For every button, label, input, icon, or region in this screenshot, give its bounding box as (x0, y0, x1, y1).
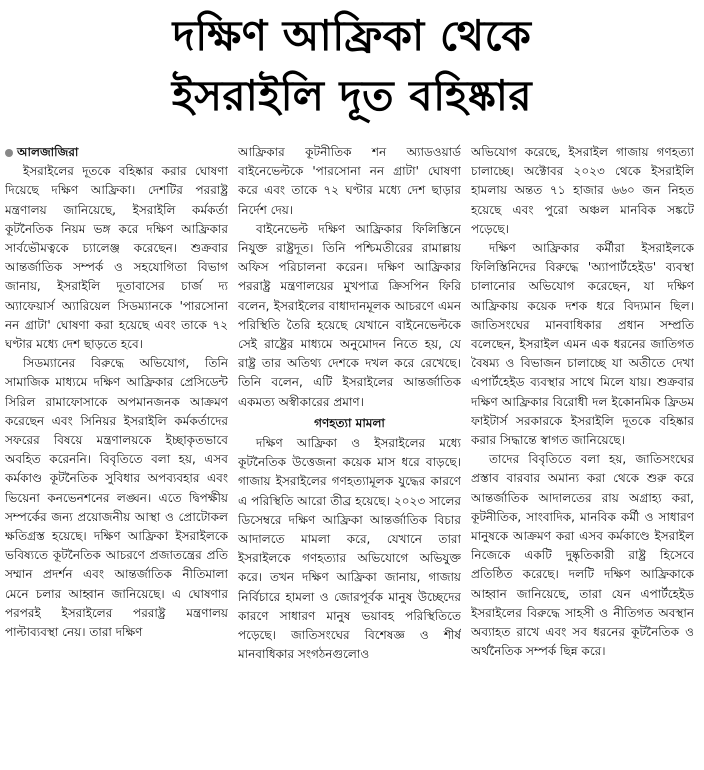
paragraph: তাদের বিবৃতিতে বলা হয়, জাতিসংঘের প্রস্তাব বারবার অমান্য করা থেকে শুরু করে আন্তর্জাতিক আদালতের রায় অগ্রাহ্য করা, কূটনীতিক, সাংবাদিক, মানবিক কর্মী ও সাধারণ মানুষকে আক্রমণ করা এসব কর্মকাণ্ডে ইসরাইল নিজেকে একটি দুষ্কৃতিকারী রাষ্ট্র হিসেবে প্রতিষ্ঠিত করেছে। দলটি দক্ষিণ আফ্রিকাকে আহ্বান জানিয়েছে, তারা যেন এপার্টহেইড ইসরাইলের বিরুদ্ধে সাহসী ও নীতিগত অবস্থান অব্যাহত রাখে এবং সব ধরনের কূটনৈতিক ও অর্থনৈতিক সম্পর্ক ছিন্ন করে। (471, 452, 694, 659)
paragraph: বাইনেভেল্ট দক্ষিণ আফ্রিকার ফিলিস্তিনে নিযুক্ত রাষ্ট্রদূত। তিনি পশ্চিমতীরের রামাল্লায় অফিস পরিচালনা করেন। দক্ষিণ আফ্রিকার পররাষ্ট্র মন্ত্রণালয়ের মুখপাত্র ক্রিসপিন ফিরি বলেন, ইসরাইলের বাধাদানমূলক আচরণে এমন পরিস্থিতি তৈরি হয়েছে যেখানে বাইনেভেল্টকে সেই রাষ্ট্রের মাধ্যমে অনুমোদন নিতে হয়, যে রাষ্ট্র তার অতিথ্য দেশকে দখল করে রেখেছে। তিনি বলেন, এটি ইসরাইলের আন্তর্জাতিক একমত্য অস্বীকারের প্রমাণ। (238, 221, 461, 409)
paragraph: দক্ষিণ আফ্রিকা ও ইসরাইলের মধ্যে কূটনৈতিক উত্তেজনা কয়েক মাস ধরে বাড়ছে। গাজায় ইসরাইলের গণহত্যামূলক যুদ্ধের কারণে এ পরিস্থিতি আরো তীব্র হয়েছে। ২০২৩ সালের ডিসেম্বরে দক্ষিণ আফ্রিকা আন্তর্জাতিক বিচার আদালতে মামলা করে, যেখানে তারা ইসরাইলকে গণহত্যার অভিযোগে অভিযুক্ত করে। তখন দক্ষিণ আফ্রিকা জানায়, গাজায় নির্বিচারে হামলা ও জোরপূর্বক মানুষ উচ্ছেদের কারণে সাধারণ মানুষ ভয়াবহ পরিস্থিতিতে পড়েছে। জাতিসংঘের বিশেষজ্ঞ ও শীর্ষ মানবাধিকার সংগঠনগুলোও (238, 436, 461, 662)
article-body (5, 143, 695, 765)
paragraph: অভিযোগ করেছে, ইসরাইল গাজায় গণহত্যা চালাচ্ছে। অক্টোবর ২০২৩ থেকে ইসরাইলি হামলায় অন্তত ৭১ হাজার ৬৬০ জন নিহত হয়েছে এবং পুরো অঞ্চল মানবিক সঙ্কটে পড়েছে। (471, 145, 694, 236)
paragraph: সিডম্যানের বিরুদ্ধে অভিযোগ, তিনি সামাজিক মাধ্যমে দক্ষিণ আফ্রিকার প্রেসিডেন্ট সিরিল রামাফোসাকে অপমানজনক আক্রমণ করেছেন এবং সিনিয়র ইসরাইলি কর্মকর্তাদের সফরের বিষয়ে মন্ত্রণালয়কে ইচ্ছাকৃতভাবে অবহিত করেননি। বিবৃতিতে বলা হয়, এসব কর্মকাণ্ড কূটনৈতিক সুবিধার অপব্যবহার এবং ভিয়েনা কনভেনশনের লঙ্ঘন। এতে দ্বিপক্ষীয় সম্পর্কের জন্য প্রয়োজনীয় আস্থা ও প্রোটোকল ক্ষতিগ্রস্ত হয়েছে। দক্ষিণ আফ্রিকা ইসরাইলকে ভবিষ্যতে কূটনৈতিক আচরণে প্রজাতন্ত্রের প্রতি সম্মান প্রদর্শন এবং আন্তর্জাতিক নীতিমালা মেনে চলার আহ্বান জানিয়েছে। এ ঘোষণার পরপরই ইসরাইলের পররাষ্ট্র মন্ত্রণালয় পাল্টাব্যবস্থা নেয়। তারা দক্ষিণ (5, 356, 228, 640)
bullet-icon (5, 149, 13, 157)
column-3 (471, 143, 694, 765)
headline-line-1: দক্ষিণ আফ্রিকা থেকে (172, 11, 532, 60)
column-1 (5, 143, 228, 765)
column-2 (238, 143, 461, 765)
paragraph: ইসরাইলের দূতকে বহিষ্কার করার ঘোষণা দিয়েছে দক্ষিণ আফ্রিকা। দেশটির পররাষ্ট্র মন্ত্রণালয় জানিয়েছে, ইসরাইলি কর্মকর্তা কূটনৈতিক নিয়ম ভঙ্গ করে দক্ষিণ আফ্রিকার সার্বভৌমত্বকে চ্যালেঞ্জ করেছেন। শুক্রবার আন্তর্জাতিক সম্পর্ক ও সহযোগিতা বিভাগ জানায়, ইসরাইলি দূতাবাসের চার্জ দ্য অ্যাফেয়ার্স অ্যারিয়েল সিডম্যানকে 'পারসোনা নন গ্রাটা' ঘোষণা করা হয়েছে এবং তাকে ৭২ ঘণ্টার মধ্যে দেশ ছাড়তে হবে। (5, 164, 228, 352)
headline (0, 6, 704, 126)
headline-line-2: ইসরাইলি দূত বহিষ্কার (171, 71, 533, 120)
subheading: গণহত্যা মামলা (314, 415, 385, 430)
source-label: আলজাজিরা (17, 145, 79, 159)
source-line (5, 143, 228, 162)
paragraph: দক্ষিণ আফ্রিকার কর্মীরা ইসরাইলকে ফিলিস্তিনিদের বিরুদ্ধে 'অ্যাপার্টহেইড' ব্যবস্থা চালানোর অভিযোগ করেছেন, যা দক্ষিণ আফ্রিকায় কয়েক দশক ধরে বিদ্যমান ছিল। জাতিসংঘের মানবাধিকার প্রধান সম্প্রতি বলেছেন, ইসরাইল এমন এক ধরনের জাতিগত বৈষম্য ও বিভাজন চালাচ্ছে যা অতীতে দেখা এপার্টহেইড ব্যবস্থার সাথে মিলে যায়। শুক্রবার দক্ষিণ আফ্রিকার বিরোধী দল ইকোনমিক ফ্রিডম ফাইটার্স সরকারকে ইসরাইলি দূতকে বহিষ্কার করার সিদ্ধান্তে স্বাগত জানিয়েছে। (471, 241, 694, 448)
paragraph: আফ্রিকার কূটনীতিক শন অ্যাডওয়ার্ড বাইনেভেল্টকে 'পারসোনা নন গ্রাটা' ঘোষণা করে এবং তাকে ৭২ ঘণ্টার মধ্যে দেশ ছাড়ার নির্দেশ দেয়। (238, 145, 461, 217)
